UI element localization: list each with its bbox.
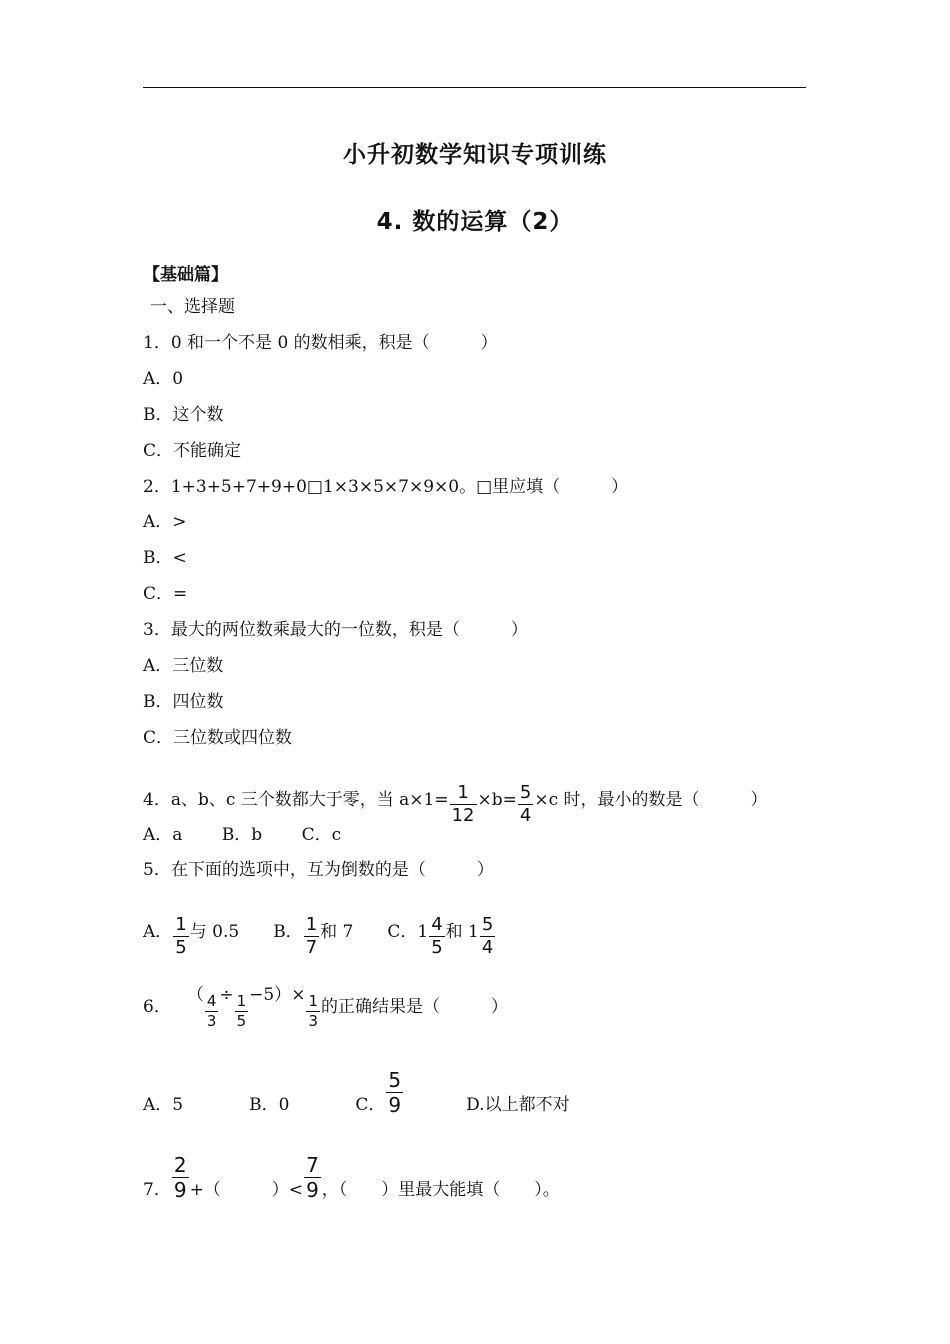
question-1-option-a: A．0	[143, 369, 184, 389]
question-3-stem: 3．最大的两位数乘最大的一位数，积是（ ）	[143, 620, 528, 640]
q5-option-c-label: C．1	[387, 922, 429, 942]
fraction-denominator: 9	[388, 1093, 402, 1117]
q5-option-b-label: B．	[273, 922, 303, 942]
question-6-options	[143, 1070, 570, 1116]
q5-option-c-mid: 和 1	[445, 922, 479, 942]
section-label: 【基础篇】	[143, 265, 228, 285]
fraction-4-5	[429, 916, 444, 957]
fraction-numerator: 4	[206, 992, 217, 1010]
q7-number: 7．	[143, 1180, 171, 1200]
q6-post-text: 的正确结果是（ ）	[321, 997, 509, 1017]
fraction-1-5	[173, 916, 188, 957]
part-heading: 一、选择题	[150, 297, 235, 317]
fraction-denominator: 5	[175, 937, 187, 958]
fraction-numerator: 5	[481, 914, 494, 935]
q7-post-text: ，（ ）里最大能填（ ）。	[321, 1180, 560, 1200]
question-7-stem	[143, 1155, 560, 1201]
fraction-5-9	[386, 1070, 403, 1115]
fraction-numerator: 7	[306, 1153, 319, 1177]
fraction-1-5	[235, 994, 249, 1029]
fraction-numerator: 1	[175, 914, 187, 935]
fraction-numerator: 5	[519, 782, 532, 803]
fraction-denominator: 7	[305, 937, 318, 958]
fraction-5-4	[480, 916, 495, 957]
fraction-1-7	[304, 916, 319, 957]
question-4-options: A．a B．b C．c	[143, 825, 342, 845]
fraction-numerator: 2	[173, 1153, 187, 1177]
question-3-option-b: B．四位数	[143, 692, 224, 712]
fraction-numerator: 1	[308, 992, 319, 1010]
fraction-denominator: 9	[173, 1178, 187, 1202]
fraction-denominator: 3	[206, 1012, 217, 1030]
q6-minus-times: −5）×	[249, 985, 306, 1005]
question-1-option-b: B．这个数	[143, 405, 224, 425]
q5-option-a-label: A．	[143, 922, 173, 942]
q6-option-c-label: C．	[355, 1095, 386, 1115]
document-subtitle: 4. 数的运算（2）	[376, 209, 574, 235]
question-2-stem: 2．1+3+5+7+9+0□1×3×5×7×9×0。□里应填（ ）	[143, 477, 629, 497]
q6-option-d: D.以上都不对	[466, 1095, 570, 1115]
q5-option-a-text: 与 0.5	[189, 922, 240, 942]
fraction-denominator: 5	[236, 1012, 247, 1030]
q4-post-text: ×c 时，最小的数是（ ）	[534, 790, 768, 810]
top-rule	[143, 87, 806, 88]
fraction-4-3	[205, 994, 219, 1029]
question-5-stem: 5．在下面的选项中，互为倒数的是（ ）	[143, 860, 494, 880]
q4-mid-text: ×b=	[477, 790, 517, 810]
question-3-option-a: A．三位数	[143, 656, 224, 676]
q6-divide: ÷	[219, 985, 234, 1005]
fraction-denominator: 4	[481, 937, 494, 958]
fraction-1-12	[450, 784, 477, 825]
fraction-denominator: 9	[306, 1178, 319, 1202]
q6-option-b: B．0	[249, 1095, 290, 1115]
fraction-denominator: 12	[451, 805, 475, 826]
fraction-numerator: 1	[305, 914, 318, 935]
question-6-stem	[143, 984, 508, 1029]
fraction-denominator: 5	[431, 937, 443, 958]
question-3-option-c: C．三位数或四位数	[143, 728, 293, 748]
question-1-stem: 1．0 和一个不是 0 的数相乘，积是（ ）	[143, 333, 498, 353]
fraction-numerator: 1	[236, 992, 247, 1010]
fraction-7-9	[304, 1155, 321, 1200]
q6-number: 6．	[143, 997, 171, 1017]
fraction-numerator: 5	[388, 1068, 402, 1092]
fraction-denominator: 4	[519, 805, 532, 826]
question-2-option-c: C．=	[143, 584, 188, 604]
q5-option-b-text: 和 7	[320, 922, 354, 942]
question-4-stem	[143, 784, 768, 825]
q6-open-paren: （	[186, 985, 204, 1005]
fraction-numerator: 1	[450, 784, 477, 805]
fraction-numerator: 4	[431, 914, 443, 935]
question-2-option-a: A．>	[143, 512, 187, 532]
question-2-option-b: B．<	[143, 548, 187, 568]
fraction-denominator: 3	[308, 1012, 319, 1030]
question-5-options	[143, 916, 496, 957]
question-1-option-c: C．不能确定	[143, 441, 242, 461]
q7-mid-text: +（ ）<	[189, 1180, 304, 1200]
q4-pre-text: 4．a、b、c 三个数都大于零，当 a×1=	[143, 790, 449, 810]
fraction-5-4	[518, 784, 533, 825]
q6-option-a: A．5	[143, 1095, 184, 1115]
fraction-1-3	[306, 994, 320, 1029]
fraction-2-9	[172, 1155, 189, 1200]
document-title: 小升初数学知识专项训练	[343, 142, 607, 168]
